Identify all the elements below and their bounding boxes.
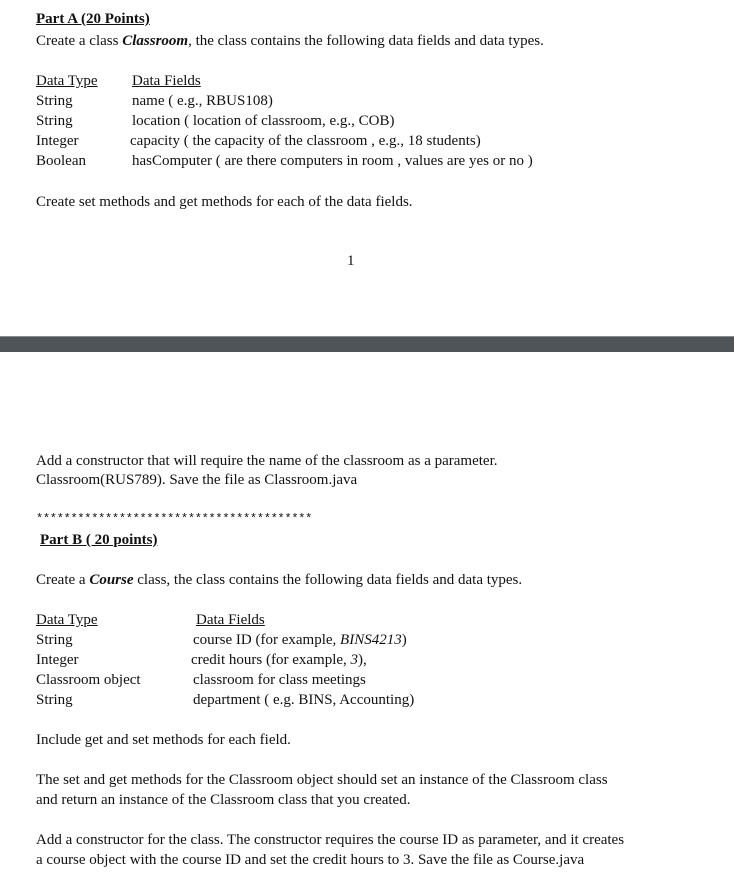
- field-text: credit hours (for example,: [191, 652, 351, 668]
- part-b-methods-text: Include get and set methods for each field.: [36, 732, 291, 748]
- part-a-intro-prefix: Create a class: [36, 33, 123, 49]
- part-b-class-name: Course: [89, 572, 134, 588]
- field-text-suffix: ),: [358, 652, 367, 668]
- part-b-intro: [36, 570, 522, 590]
- part-b-heading: Part B ( 20 points): [40, 532, 158, 548]
- part-b-row-type: Classroom object: [36, 672, 141, 688]
- part-a-row-field: hasComputer ( are there computers in room , values are yes or no ): [132, 153, 533, 169]
- field-text-suffix: ): [401, 632, 407, 648]
- part-b-intro-prefix: Create a: [36, 572, 90, 588]
- part-a-row-type: String: [36, 113, 73, 129]
- part-a-row-field: name ( e.g., RBUS108): [132, 93, 273, 109]
- part-b-row-type: Integer: [36, 652, 79, 668]
- field-example: 3: [350, 652, 359, 668]
- field-example: BINS4213: [340, 632, 402, 648]
- part-b-row-field: [191, 650, 367, 670]
- part-a-intro-suffix: , the class contains the following data fields and data types.: [188, 33, 544, 49]
- part-b-classroom-para-line-2: and return an instance of the Classroom class that you created.: [36, 792, 411, 808]
- page-number: 1: [347, 253, 355, 269]
- part-b-constructor-line-2: a course object with the course ID and set the credit hours to 3. Save the file as Course.java: [36, 852, 585, 868]
- part-b-intro-suffix: class, the class contains the following data fields and data types.: [133, 572, 523, 588]
- part-b-row-field: [193, 630, 407, 650]
- part-a-class-name: Classroom: [122, 33, 189, 49]
- part-b-constructor-line-1: Add a constructor for the class. The constructor requires the course ID as parameter, and it creates: [36, 832, 625, 848]
- part-b-header-type: Data Type: [36, 612, 98, 628]
- part-a-row-field: location ( location of classroom, e.g., COB): [132, 113, 395, 129]
- part-a-heading: Part A (20 Points): [36, 11, 150, 27]
- part-b-row-type: String: [36, 692, 73, 708]
- part-a-header-field: Data Fields: [132, 73, 201, 89]
- part-b-row-field: [193, 690, 414, 710]
- part-a-methods-text: Create set methods and get methods for each of the data fields.: [36, 194, 413, 210]
- part-a-constructor-line-2: Classroom(RUS789). Save the file as Classroom.java: [36, 472, 358, 488]
- part-a-row-type: Boolean: [36, 153, 86, 169]
- part-a-row-type: String: [36, 93, 73, 109]
- part-a-row-type: Integer: [36, 133, 79, 149]
- separator-stars: ****************************************: [36, 512, 313, 526]
- part-a-intro: [36, 31, 544, 51]
- field-text: classroom for class meetings: [193, 672, 366, 688]
- part-b-header-field: Data Fields: [196, 612, 265, 628]
- part-b-row-field: [193, 670, 366, 690]
- field-text: course ID (for example,: [193, 632, 341, 648]
- part-a-header-type: Data Type: [36, 73, 98, 89]
- part-a-constructor-line-1: Add a constructor that will require the name of the classroom as a parameter.: [36, 453, 498, 469]
- part-b-row-type: String: [36, 632, 73, 648]
- part-a-row-field: capacity ( the capacity of the classroom , e.g., 18 students): [130, 133, 481, 149]
- part-b-classroom-para-line-1: The set and get methods for the Classroom object should set an instance of the Classroom class: [36, 772, 608, 788]
- page-break-divider: [0, 336, 734, 352]
- field-text: department ( e.g. BINS, Accounting): [193, 692, 415, 708]
